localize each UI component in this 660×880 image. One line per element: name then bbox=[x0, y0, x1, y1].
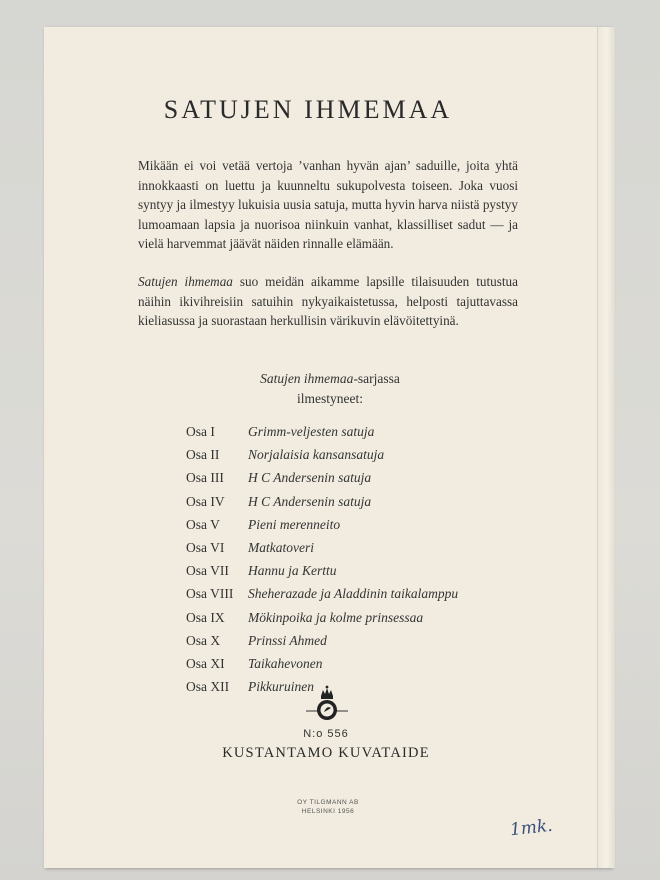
list-item bbox=[186, 490, 458, 513]
book-spine-edge bbox=[597, 27, 615, 868]
volume-title: Mökinpoika ja kolme prinsessaa bbox=[248, 609, 424, 625]
list-item bbox=[186, 420, 458, 443]
volume-title: Pieni merenneito bbox=[248, 516, 341, 532]
volume-number: Osa IX bbox=[186, 609, 225, 625]
volume-number: Osa II bbox=[186, 447, 220, 463]
description-paragraph bbox=[138, 272, 518, 331]
volume-title: H C Andersenin satuja bbox=[248, 493, 372, 509]
handwritten-price: 1mk. bbox=[509, 815, 554, 841]
volume-number: Osa III bbox=[186, 470, 224, 486]
list-item bbox=[186, 629, 458, 652]
list-item bbox=[186, 582, 458, 605]
volume-title: Sheherazade ja Aladdinin taikalamppu bbox=[248, 586, 459, 602]
series-caption-line1 bbox=[0, 369, 660, 389]
list-item bbox=[186, 606, 458, 629]
list-item bbox=[186, 443, 458, 466]
volume-title: Pikkuruinen bbox=[248, 679, 314, 695]
intro-paragraph: Mikään ei voi vetää vertoja ’vanhan hyvän ajan’ saduille, joita yhtä innokkaasti on luettu ja kuunneltu sukupolvesta toiseen. Joka vuosi syntyy ja ilmestyy lukuisia uusia satuja, mutta hyvin harva niistä pystyy lumoamaan lapsia ja nuorisoa niinkuin vanhat, klassilliset sadut — ja vielä harvemmat jäävät näiden rinnalle elämään. bbox=[138, 158, 518, 251]
volume-title: Matkatoveri bbox=[248, 539, 314, 555]
catalog-number: N:o 556 bbox=[303, 728, 349, 740]
list-item bbox=[186, 466, 458, 489]
volume-number: Osa XI bbox=[186, 655, 225, 671]
description-text: suo meidän aikamme lapsille tilaisuuden tutustua näihin ikivihreisiin satuihin nykyaikaistetussa, helposti tajuttavassa kieliasussa ja suorastaan herkullisin värikuvin elävöitettyinä. bbox=[138, 274, 518, 328]
volume-number: Osa IV bbox=[186, 493, 225, 509]
volume-title: Grimm-veljesten satuja bbox=[248, 424, 375, 439]
series-caption bbox=[0, 369, 660, 409]
printer-name: OY TILGMANN AB bbox=[297, 799, 359, 806]
volume-title: Hannu ja Kerttu bbox=[248, 563, 337, 579]
series-name-italic: Satujen ihmemaa bbox=[138, 274, 233, 289]
volume-title: H C Andersenin satuja bbox=[248, 470, 372, 486]
series-caption-line2: ilmestyneet: bbox=[297, 391, 363, 406]
publisher-crown-emblem-icon bbox=[306, 684, 348, 724]
list-item bbox=[186, 536, 458, 559]
volume-number: Osa VI bbox=[186, 539, 225, 555]
volume-title: Prinssi Ahmed bbox=[248, 632, 327, 648]
printer-place-year: HELSINKI 1956 bbox=[301, 808, 355, 815]
volume-number: Osa I bbox=[186, 424, 215, 439]
volume-list bbox=[186, 420, 458, 698]
list-item bbox=[186, 652, 458, 675]
list-item bbox=[186, 559, 458, 582]
series-caption-suffix: -sarjassa bbox=[353, 371, 400, 386]
volume-number: Osa XII bbox=[186, 679, 230, 695]
publisher-name: KUSTANTAMO KUVATAIDE bbox=[222, 745, 430, 761]
list-item bbox=[186, 513, 458, 536]
volume-number: Osa VII bbox=[186, 563, 229, 579]
volume-title: Taikahevonen bbox=[248, 655, 323, 671]
page-title: SATUJEN IHMEMAA bbox=[163, 95, 453, 124]
volume-number: Osa X bbox=[186, 632, 221, 648]
volume-number: Osa V bbox=[186, 516, 220, 532]
volume-title: Norjalaisia kansansatuja bbox=[248, 447, 385, 463]
printer-imprint bbox=[0, 798, 656, 816]
series-caption-italic: Satujen ihmemaa bbox=[260, 371, 354, 386]
volume-number: Osa VIII bbox=[186, 586, 234, 602]
